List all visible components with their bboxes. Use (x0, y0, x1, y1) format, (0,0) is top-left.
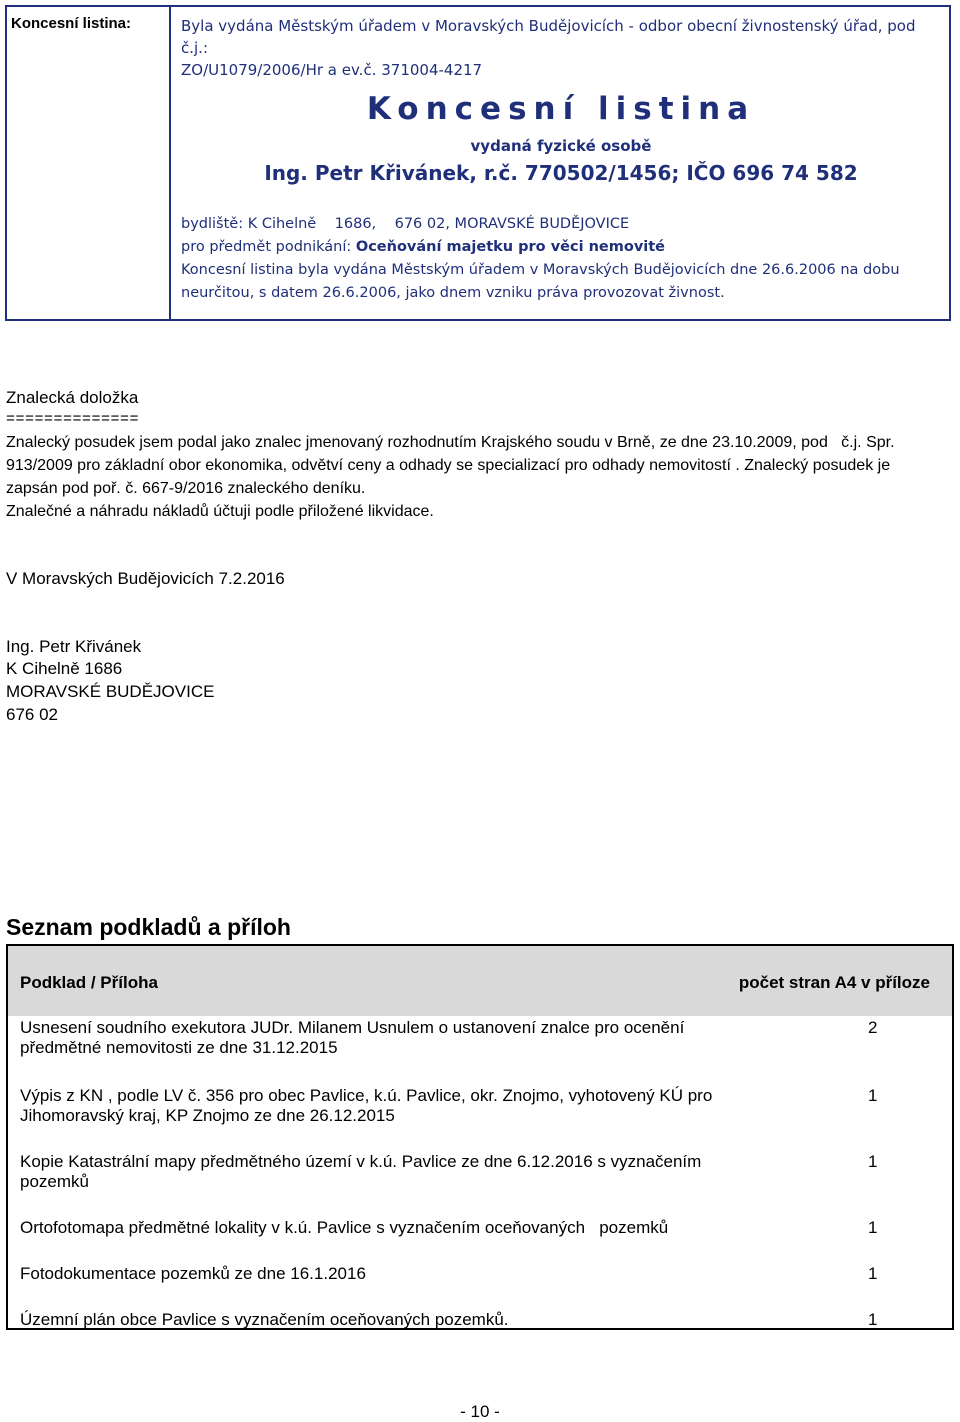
znalecka-heading: Znalecká doložka (6, 388, 139, 407)
sign-street: K Cihelně 1686 (6, 659, 123, 678)
sign-city: MORAVSKÉ BUDĚJOVICE (6, 682, 215, 701)
koncese-subject-prefix: pro předmět podnikání: (181, 239, 356, 255)
row-description (20, 1264, 740, 1284)
koncese-subject: Oceňování majetku pro věci nemovité (355, 239, 666, 255)
seznam-col-pages: počet stran A4 v příloze (738, 973, 930, 992)
row-description (20, 1018, 740, 1058)
koncese-address: bydliště: K Cihelně 1686, 676 02, MORAVSKÉ BUDĚJOVICE (181, 216, 630, 232)
seznam-table (6, 944, 954, 1330)
row-description (20, 1152, 740, 1192)
row-description-line2: pozemků (20, 1172, 89, 1191)
row-page-count: 1 (868, 1152, 878, 1171)
row-description-line2: Jihomoravský kraj, KP Znojmo ze dne 26.12.2015 (20, 1106, 395, 1125)
row-page-count: 1 (868, 1086, 878, 1105)
row-description-line1: Ortofotomapa předmětné lokality v k.ú. Pavlice s vyznačením oceňovaných pozemků (20, 1218, 669, 1237)
koncese-details (181, 213, 941, 305)
znalecka-line4: Znalečné a náhradu nákladů účtuji podle přiložené likvidace. (6, 503, 434, 520)
row-page-count: 1 (868, 1218, 878, 1237)
row-description-line1: Územní plán obce Pavlice s vyznačením oceňovaných pozemků. (20, 1310, 509, 1329)
koncese-content (181, 15, 941, 319)
row-description (20, 1310, 740, 1330)
row-description-line1: Kopie Katastrální mapy předmětného území v k.ú. Pavlice ze dne 6.12.2016 s vyznačením (20, 1152, 702, 1171)
koncese-divider (169, 7, 171, 319)
row-description-line2: předmětné nemovitosti ze dne 31.12.2015 (20, 1038, 338, 1057)
row-description (20, 1218, 740, 1238)
seznam-title: Seznam podkladů a příloh (6, 914, 291, 940)
koncese-label: Koncesní listina: (11, 15, 132, 32)
koncese-issued-line2: ZO/U1079/2006/Hr a ev.č. 371004-4217 (181, 61, 483, 79)
koncese-subtitle: vydaná fyzické osobě (470, 137, 652, 155)
row-page-count: 1 (868, 1310, 878, 1329)
seznam-table-header (8, 946, 952, 1016)
znalecka-separator: ============== (6, 411, 140, 428)
place-date: V Moravských Budějovicích 7.2.2016 (6, 569, 285, 588)
row-page-count: 2 (868, 1018, 878, 1037)
sign-zip: 676 02 (6, 705, 58, 724)
sign-name: Ing. Petr Křivánek (6, 637, 142, 656)
row-page-count: 1 (868, 1264, 878, 1283)
row-description-line1: Fotodokumentace pozemků ze dne 16.1.2016 (20, 1264, 366, 1283)
koncese-subject-line (181, 236, 941, 259)
row-description-line1: Usnesení soudního exekutora JUDr. Milanem Usnulem o ustanovení znalce pro ocenění (20, 1018, 685, 1037)
koncese-issued-text-2: neurčitou, s datem 26.6.2006, jako dnem vzniku práva provozovat živnost. (181, 285, 725, 301)
koncese-box (5, 5, 951, 321)
page-number: - 10 - (460, 1402, 500, 1421)
znalecka-line1: Znalecký posudek jsem podal jako znalec jmenovaný rozhodnutím Krajského soudu v Brně, ze dne 23.10.2009, pod č.j. Spr. (6, 434, 895, 451)
koncese-title: Koncesní listina (366, 91, 756, 127)
seznam-col-item: Podklad / Příloha (20, 973, 158, 992)
koncese-person: Ing. Petr Křivánek, r.č. 770502/1456; IČO 696 74 582 (264, 161, 858, 185)
koncese-issued-text-1: Koncesní listina byla vydána Městským úřadem v Moravských Budějovicích dne 26.6.2006 na dobu (181, 262, 900, 278)
row-description (20, 1086, 740, 1126)
row-description-line1: Výpis z KN , podle LV č. 356 pro obec Pavlice, k.ú. Pavlice, okr. Znojmo, vyhotovený KÚ pro (20, 1086, 713, 1105)
znalecka-line3: zapsán pod poř. č. 667-9/2016 znaleckého deníku. (6, 480, 366, 497)
koncese-issued-line1: Byla vydána Městským úřadem v Moravských Budějovicích - odbor obecní živnostenský úřad, pod č.j.: (181, 17, 916, 57)
znalecka-line2: 913/2009 pro základní obor ekonomika, odvětví ceny a odhady se specializací pro odhady nemovitostí . Znalecký posudek je (6, 457, 891, 474)
